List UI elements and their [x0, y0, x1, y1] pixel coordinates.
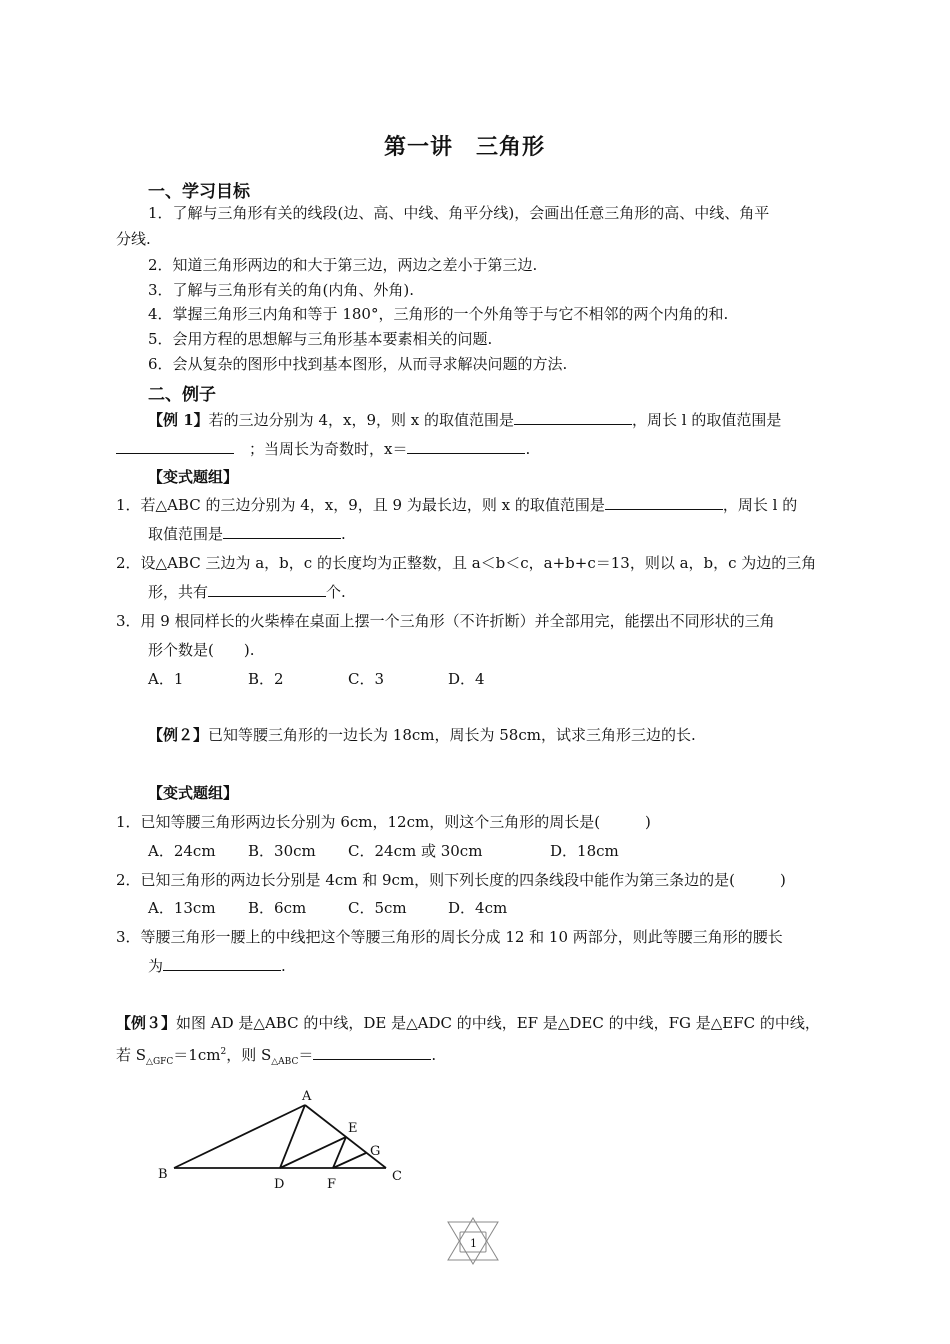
- variation-2-q1-option-b: B．30cm: [248, 842, 316, 860]
- variation-1-q3-option-a: A．1: [148, 670, 184, 688]
- example-3-line1: [116, 1013, 820, 1033]
- page-number-ornament: [446, 1216, 500, 1266]
- objective-4: 4．掌握三角形三内角和等于 180°，三角形的一个外角等于与它不相邻的两个内角的和.: [148, 305, 729, 323]
- variation-1-q3-line1: 3．用 9 根同样长的火柴棒在桌面上摆一个三角形（不许折断）并全部用完，能摆出不同形状的三角: [116, 612, 775, 630]
- label-g: G: [370, 1144, 381, 1159]
- page-number: 1: [470, 1237, 477, 1250]
- variation-2-q2-option-b: B．6cm: [248, 899, 307, 917]
- example-1-text-a: 若的三边分别为 4，x，9，则 x 的取值范围是: [208, 411, 514, 429]
- q1-text-c: 取值范围是: [148, 525, 224, 543]
- variation-1-q3-option-c: C．3: [348, 670, 385, 688]
- variation-1-q1-line1: [116, 495, 797, 515]
- variation-1-q3-option-d: D．4: [448, 670, 485, 688]
- answer-blank: [163, 956, 281, 971]
- example-1-line2: [116, 439, 530, 459]
- objective-1-line2: 分线.: [116, 230, 151, 248]
- q3-text-b: 为: [148, 957, 164, 975]
- objective-3: 3．了解与三角形有关的角(内角、外角).: [148, 281, 415, 299]
- variation-1-q2-line2: [148, 582, 346, 602]
- variation-2-q3-line1: 3．等腰三角形一腰上的中线把这个等腰三角形的周长分成 12 和 10 两部分，则此等腰三角形的腰长: [116, 928, 783, 946]
- q1-text-b: ，周长 l 的: [722, 496, 798, 514]
- example-2-label: 【例２】: [148, 726, 209, 744]
- period: .: [281, 957, 286, 975]
- period: .: [341, 525, 346, 543]
- objective-6: 6．会从复杂的图形中找到基本图形，从而寻求解决问题的方法.: [148, 355, 568, 373]
- label-a: A: [302, 1089, 312, 1104]
- variation-1-q2-line1: 2．设△ABC 三边为 a，b，c 的长度均为正整数，且 a＜b＜c，a+b+c＝13，则以 a，b，c 为边的三角: [116, 554, 817, 572]
- answer-blank: [514, 410, 632, 425]
- objective-1-line1: 1．了解与三角形有关的线段(边、高、中线、角平分线)，会画出任意三角形的高、中线、角平: [148, 204, 770, 222]
- period: .: [525, 440, 531, 458]
- variation-1-q1-line2: [148, 524, 346, 544]
- answer-blank: [223, 524, 341, 539]
- example-2: [148, 725, 696, 745]
- variation-1-q3-option-b: B．2: [248, 670, 284, 688]
- variation-heading-2: 【变式题组】: [148, 784, 239, 802]
- answer-blank: [313, 1045, 431, 1060]
- variation-2-q2: 2．已知三角形的两边长分别是 4cm 和 9cm，则下列长度的四条线段中能作为第三条边的是( ): [116, 871, 786, 889]
- example-2-text: 已知等腰三角形的一边长为 18cm，周长为 58cm，试求三角形三边的长.: [208, 726, 696, 744]
- ex3-sup: 2: [220, 1047, 227, 1057]
- q1-text-a: 1．若△ABC 的三边分别为 4，x，9，且 9 为最长边，则 x 的取值范围是: [116, 496, 605, 514]
- answer-blank: [407, 439, 525, 454]
- variation-heading-1: 【变式题组】: [148, 468, 239, 486]
- ex3-text-b1: 若 S: [116, 1046, 147, 1064]
- objective-5: 5．会用方程的思想解与三角形基本要素相关的问题.: [148, 330, 493, 348]
- section-heading-examples: 二、例子: [148, 385, 216, 405]
- variation-2-q2-option-d: D．4cm: [448, 899, 508, 917]
- objective-2: 2．知道三角形两边的和大于第三边，两边之差小于第三边.: [148, 256, 538, 274]
- q2-end: 个.: [326, 583, 346, 601]
- ex3-text-b3: ，则 S: [226, 1046, 272, 1064]
- label-b: B: [158, 1167, 168, 1182]
- example-3-text-a: 如图 AD 是△ABC 的中线，DE 是△ADC 的中线，EF 是△DEC 的中线，FG 是△EFC 的中线，: [176, 1014, 820, 1032]
- q2-text-b: 形，共有: [148, 583, 209, 601]
- page-title: 第一讲 三角形: [384, 134, 546, 160]
- example-1-line1: [148, 410, 781, 430]
- variation-2-q2-option-a: A．13cm: [148, 899, 216, 917]
- variation-2-q1: 1．已知等腰三角形两边长分别为 6cm，12cm，则这个三角形的周长是( ): [116, 813, 651, 831]
- example-1-text-b: ，周长 l 的取值范围是: [631, 411, 782, 429]
- example-1-label: 【例 1】: [148, 411, 209, 429]
- example-3-label: 【例３】: [116, 1014, 177, 1032]
- variation-1-q3-line2: 形个数是( ).: [148, 641, 255, 659]
- variation-2-q1-option-a: A．24cm: [148, 842, 216, 860]
- answer-blank: [605, 495, 723, 510]
- example-3-line2: [116, 1042, 436, 1072]
- variation-2-q1-option-c: C．24cm 或 30cm: [348, 842, 483, 860]
- ex3-sub1: △GFC: [146, 1057, 174, 1067]
- ex3-text-b4: ＝: [298, 1046, 314, 1064]
- ex3-text-b2: ＝1cm: [173, 1046, 221, 1064]
- variation-2-q1-option-d: D．18cm: [550, 842, 619, 860]
- label-e: E: [348, 1121, 358, 1136]
- label-d: D: [274, 1177, 285, 1192]
- period: .: [431, 1046, 437, 1064]
- answer-blank: [116, 439, 234, 454]
- segment-ab: [174, 1105, 305, 1168]
- label-c: C: [392, 1169, 402, 1184]
- variation-2-q3-line2: [148, 956, 286, 976]
- triangle-figure: [150, 1085, 420, 1200]
- label-f: F: [327, 1177, 337, 1192]
- answer-blank: [208, 582, 326, 597]
- example-1-text-c: ；当周长为奇数时，x＝: [249, 440, 408, 458]
- variation-2-q2-option-c: C．5cm: [348, 899, 407, 917]
- section-heading-objectives: 一、学习目标: [148, 182, 250, 202]
- ex3-sub2: △ABC: [271, 1057, 299, 1067]
